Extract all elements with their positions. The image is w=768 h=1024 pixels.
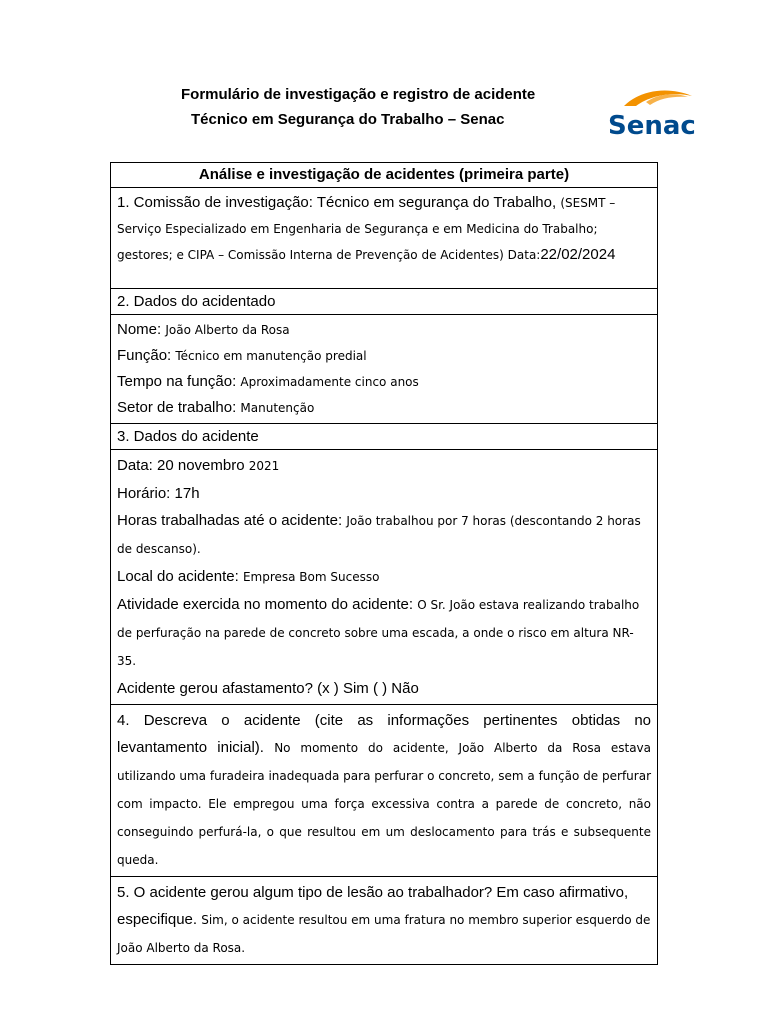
injury-text: Sim, o acidente resultou em uma fratura no membro superior esquerdo de João Alberto da Rosa.: [117, 913, 651, 955]
victim-role-label: Função:: [117, 347, 176, 364]
victim-name-label: Nome:: [117, 321, 166, 338]
victim-sector-value: Manutenção: [240, 401, 315, 415]
victim-time-label: Tempo na função:: [117, 373, 241, 390]
victim-sector-row: [117, 395, 651, 421]
commission-detail: (SESMT – Serviço Especializado em Engenharia de Segurança e em Medicina do Trabalho; gestores; e CIPA – Comissão Interna de Prevenção de Acidentes) Data:: [117, 196, 616, 262]
injury-cell: [111, 877, 658, 965]
victim-time-value: Aproximadamente cinco anos: [240, 375, 419, 389]
victim-role-row: [117, 343, 651, 369]
accident-location-label: Local do acidente:: [117, 568, 243, 585]
commission-date: 22/02/2024: [540, 246, 616, 263]
accident-cell: [111, 450, 658, 705]
accident-date-row: [117, 452, 651, 480]
commission-label: 1. Comissão de investigação: Técnico em segurança do Trabalho,: [117, 194, 561, 211]
victim-role-value: Técnico em manutenção predial: [175, 349, 367, 363]
description-cell: [111, 705, 658, 877]
accident-hours-value: João trabalhou por 7 horas (descontando 2 horas de descanso).: [117, 514, 641, 556]
accident-location-row: [117, 563, 651, 591]
accident-time-row: Horário: 17h: [117, 485, 200, 502]
accident-activity-value: O Sr. João estava realizando trabalho de perfuração na parede de concreto sobre uma escada, a onde o risco em altura NR-35.: [117, 598, 640, 668]
victim-name-row: [117, 317, 651, 343]
description-text: No momento do acidente, João Alberto da Rosa estava utilizando uma furadeira inadequada para perfurar o concreto, sem a função de perfurar com impacto. Ele empregou uma força excessiva contra a parede de concreto, não conseguindo perfurá-la, o que resultou em um deslocamento para trás e subsequente queda.: [117, 741, 651, 867]
accident-activity-row: [117, 591, 651, 675]
injury-label: 5. O acidente gerou algum tipo de lesão ao trabalhador? Em caso afirmativo, especifique.: [117, 884, 629, 928]
document-subtitle: Técnico em Segurança do Trabalho – Senac: [191, 111, 505, 128]
victim-cell: [111, 315, 658, 424]
commission-text: [117, 190, 651, 268]
victim-time-row: [117, 369, 651, 395]
victim-sector-label: Setor de trabalho:: [117, 399, 241, 416]
victim-name-value: João Alberto da Rosa: [165, 323, 290, 337]
document-title: Formulário de investigação e registro de acidente: [181, 86, 536, 103]
accident-leave-row: Acidente gerou afastamento? (x ) Sim ( ) Não: [117, 680, 419, 697]
accident-date-label: Data: 20 novembro: [117, 457, 249, 474]
senac-logo: [606, 84, 702, 140]
accident-activity-label: Atividade exercida no momento do acidente:: [117, 596, 418, 613]
section-title: Análise e investigação de acidentes (primeira parte): [111, 163, 658, 188]
accident-location-value: Empresa Bom Sucesso: [242, 570, 380, 584]
accident-header: 3. Dados do acidente: [111, 424, 658, 450]
victim-header: 2. Dados do acidentado: [111, 289, 658, 315]
accident-date-year: 2021: [248, 459, 280, 473]
accident-hours-label: Horas trabalhadas até o acidente:: [117, 512, 347, 529]
accident-hours-row: [117, 507, 651, 563]
logo-wordmark: Senac: [608, 111, 696, 140]
investigation-form: [110, 162, 658, 965]
description-label: 4. Descreva o acidente (cite as informações pertinentes obtidas no levantamento inicial).: [117, 712, 651, 756]
commission-cell: [111, 188, 658, 289]
